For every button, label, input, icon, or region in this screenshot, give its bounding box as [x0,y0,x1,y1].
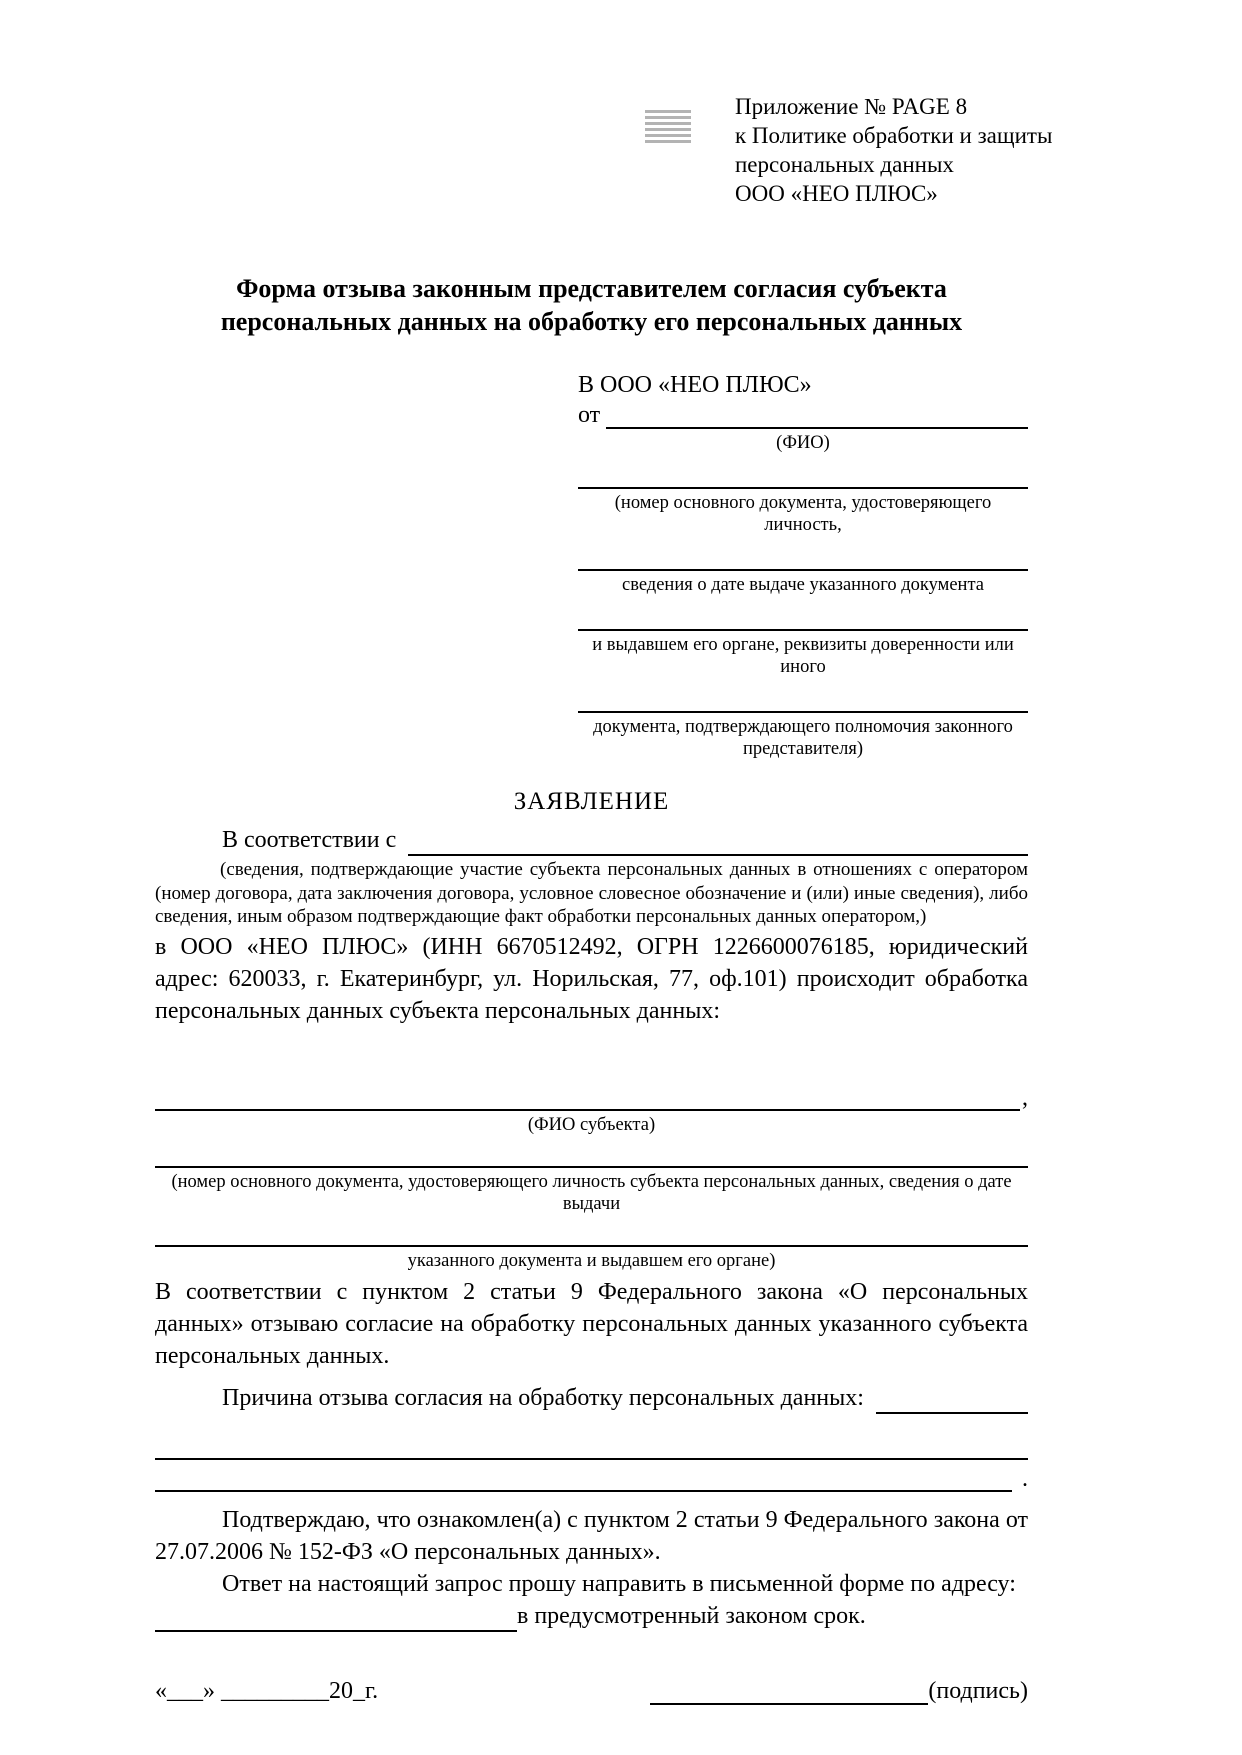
reply-paragraph: Ответ на настоящий запрос прошу направить в письменной форме по адресу: [222,1570,1016,1597]
from-label: от [578,402,601,428]
header-line-policy: к Политике обработки и защиты [735,123,1053,148]
subject-doc-blank-line-2 [155,1215,1028,1247]
confirm-paragraph: Подтверждаю, что ознакомлен(а) с пунктом 2 статьи 9 Федерального закона от 27.07.2006 № 152-ФЗ «О персональных данных». [155,1506,1028,1565]
in-accordance-prefix: В соответствии с [222,827,403,853]
date-line: «___» _________20_г. [155,1677,379,1704]
reply-address-row [155,1600,1028,1632]
reply-suffix: в предусмотренный законом срок. [517,1602,866,1629]
header-line-company: ООО «НЕО ПЛЮС» [735,181,938,206]
signature-footer [155,1678,1028,1705]
representative-doc-blank-line-1 [578,454,1028,489]
document-header [735,92,1052,208]
reason-row [155,1382,1028,1414]
subject-line-comma: , [1022,1084,1028,1111]
subject-doc-blank-line-1 [155,1136,1028,1168]
representative-doc-caption-3: и выдавшем его органе, реквизиты доверенности или иного [592,635,1014,677]
fine-print-note: (сведения, подтверждающие участие субъекта персональных данных в отношениях с оператором (номер договора, дата заключения договора, условное словесное обозначение и (или) иные сведения), либо сведения, иным образом подтверждающие факт обработки персональных данных оператором,) [155,859,1028,927]
representative-doc-caption-2: сведения о дате выдаче указанного документа [622,575,984,595]
signature-blank-line [650,1679,928,1705]
representative-doc-blank-line-3 [578,596,1028,631]
subject-fio-caption: (ФИО субъекта) [527,1114,656,1135]
subject-doc-caption-2: указанного документа и выдавшем его органе) [407,1250,776,1271]
blurred-text-artifact [645,110,691,144]
statement-heading: ЗАЯВЛЕНИЕ [513,788,670,815]
fio-caption: (ФИО) [776,433,830,453]
reason-prefix: Причина отзыва согласия на обработку персональных данных: [222,1384,870,1411]
in-accordance-row [155,824,1028,856]
operator-paragraph: в ООО «НЕО ПЛЮС» (ИНН 6670512492, ОГРН 1226600076185, юридический адрес: 620033, г. Екатеринбург, ул. Норильская, 77, оф.101) происходит обработка персональных данных субъекта персональных данных: [155,933,1028,1024]
reason-blank-line [876,1388,1028,1414]
representative-doc-caption-4: документа, подтверждающего полномочия законного представителя) [593,717,1013,759]
subject-fio-row [155,1083,1028,1111]
from-row [578,402,1028,429]
reply-address-blank-line [155,1606,517,1632]
in-accordance-blank-line [408,830,1028,856]
header-line-appendix: Приложение № PAGE 8 [735,94,968,119]
representative-doc-blank-line-2 [578,536,1028,571]
signature-caption: (подпись) [928,1677,1028,1704]
representative-doc-blank-line-4 [578,678,1028,713]
fio-blank-line [606,403,1028,429]
subject-fio-blank-line [155,1083,1020,1111]
reason-line-period: . [1022,1465,1028,1492]
subject-doc-caption-1: (номер основного документа, удостоверяющего личность субъекта персональных данных, сведения о дате выдачи [171,1171,1012,1214]
signature-area [650,1678,1028,1705]
representative-doc-caption-1: (номер основного документа, удостоверяющего личность, [614,493,992,535]
reason-extra-blank-line-2 [155,1464,1012,1492]
reason-extra-blank-line-1 [155,1414,1028,1460]
reason-extra-row-2 [155,1464,1028,1492]
header-line-personal-data: персональных данных [735,152,954,177]
addressee-to: В ООО «НЕО ПЛЮС» [578,372,812,398]
document-title: Форма отзыва законным представителем согласия субъекта персональных данных на обработку его персональных данных [220,274,963,336]
withdraw-paragraph: В соответствии с пунктом 2 статьи 9 Федерального закона «О персональных данных» отзываю согласие на обработку персональных данных указанного субъекта персональных данных. [155,1278,1028,1369]
addressee-block [578,372,1028,760]
